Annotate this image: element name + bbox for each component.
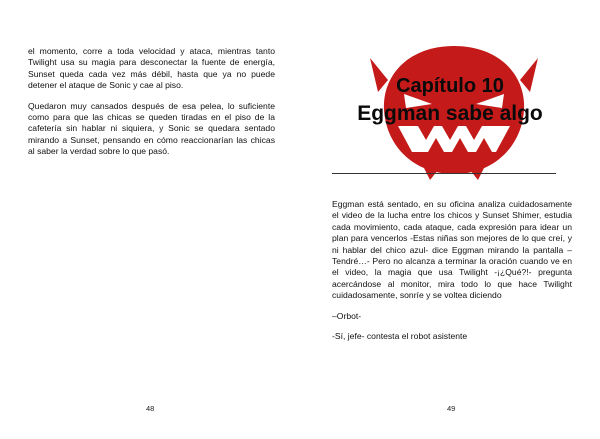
chapter-divider	[332, 173, 556, 174]
paragraph: el momento, corre a toda velocidad y ataca, mientras tanto Twilight usa su magia para desconectar la fuente de energía, Sunset queda cada vez más débil, hasta que ya no puede detener el ataque de Sonic y cae al piso.	[28, 46, 275, 91]
right-body-text	[332, 199, 572, 351]
page-number-left: 48	[146, 404, 155, 413]
paragraph: -Sí, jefe- contesta el robot asistente	[332, 331, 468, 342]
paragraph: Quedaron muy cansados después de esa pelea, lo suficiente como para que las chicas se queden tiradas en el piso de la cafetería sin hablar ni siquiera, y Sonic se quedara sentado mirando a Sunset, pensando en cómo reaccionarían las chicas al saber la verdad sobre lo que pasó.	[28, 100, 275, 157]
page-number-right: 49	[447, 404, 456, 413]
paragraph: Eggman está sentado, en su oficina analiza cuidadosamente el video de la lucha entre los chicos y Sunset Shimer, estudia cada movimiento, cada ataque, cada expresión para idear un plan para vencerlos -Estas niñas son mejores de lo que creí, y ni hablar del chico azul- dice Eggman mirando la pantalla –Tendré…- Pero no alcanza a terminar la oración cuando ve en el video, la magia que usa Twilight -¡¿Qué?!- pregunta acercándose al monitor, mira todo lo que hace Twilight cuidadosamente, sonríe y se voltea diciendo	[332, 199, 572, 301]
paragraph: –Orbot-	[332, 310, 362, 321]
chapter-number: Capítulo 10	[396, 75, 504, 97]
chapter-heading	[330, 73, 570, 129]
left-body-text	[28, 46, 275, 167]
chapter-title: Eggman sabe algo	[357, 102, 543, 125]
